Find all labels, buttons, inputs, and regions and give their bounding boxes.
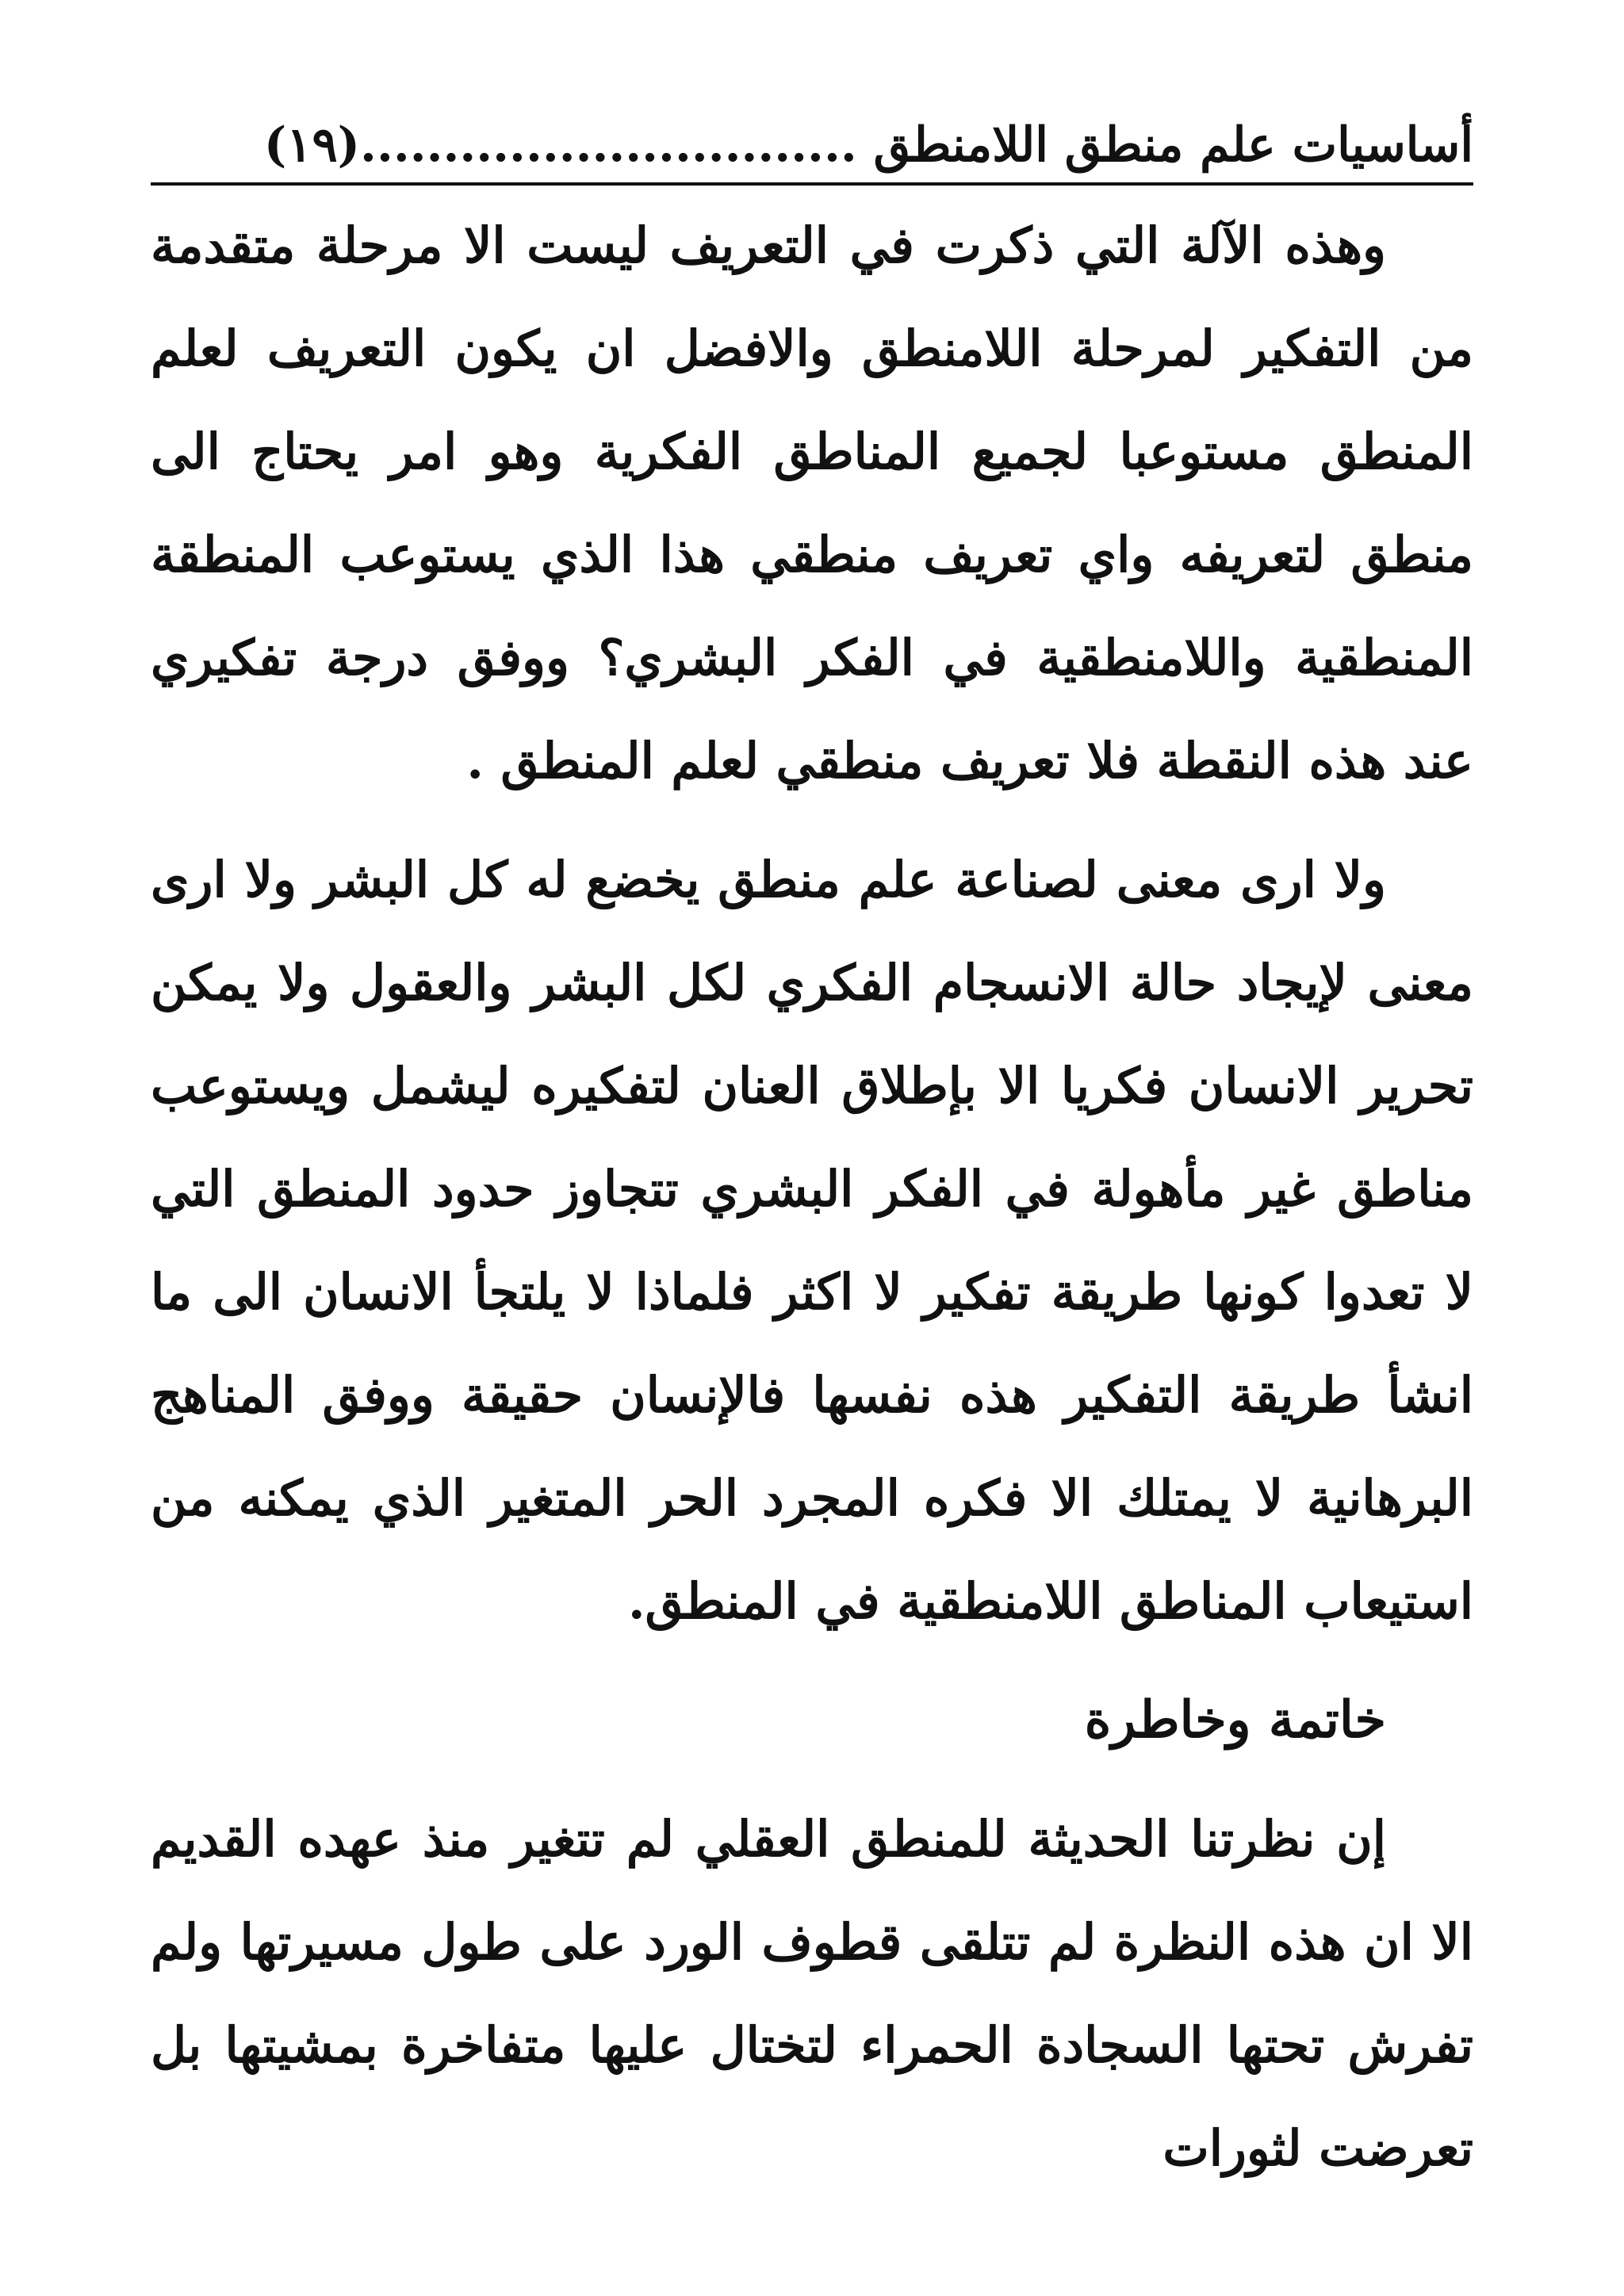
- paragraph-1: وهذه الآلة التي ذكرت في التعريف ليست الا مرحلة متقدمة من التفكير لمرحلة اللامنطق والافضل ان يكون التعريف لعلم المنطق مستوعبا لجميع المناطق الفكرية وهو امر يحتاج الى منطق لتعريفه واي تعريف منطقي هذا الذي يستوعب المنطقة المنطقية واللامنطقية في الفكر البشري؟ ووفق درجة تفكيري عند هذه النقطة فلا تعريف منطقي لعلم المنطق .: [151, 216, 1473, 790]
- section-heading: خاتمة وخاطرة: [1084, 1690, 1386, 1750]
- paragraph-3: إن نظرتنا الحديثة للمنطق العقلي لم تتغير منذ عهده القديم الا ان هذه النظرة لم تتلقى قطوف الورد على طول مسيرتها ولم تفرش تحتها السجادة الحمراء لتختال عليها متفاخرة بمشيتها بل تعرضت لثورات: [151, 1810, 1473, 2177]
- paragraph-2: ولا ارى معنى لصناعة علم منطق يخضع له كل البشر ولا ارى معنى لإيجاد حالة الانسجام الفكري لكل البشر والعقول ولا يمكن تحرير الانسان فكريا الا بإطلاق العنان لتفكيره ليشمل ويستوعب مناطق غير مأهولة في الفكر البشري تتجاوز حدود المنطق التي لا تعدوا كونها طريقة تفكير لا اكثر فلماذا لا يلتجأ الانسان الى ما انشأ طريقة التفكير هذه نفسها فالإنسان حقيقة ووفق المناهج البرهانية لا يمتلك الا فكره المجرد الحر المتغير الذي يمكنه من استيعاب المناطق اللامنطقية في المنطق.: [151, 851, 1474, 1630]
- header-divider: [151, 182, 1473, 186]
- running-header: أساسيات علم منطق اللامنطق ..............................(١٩): [263, 117, 1473, 173]
- body-text: [151, 194, 1473, 2200]
